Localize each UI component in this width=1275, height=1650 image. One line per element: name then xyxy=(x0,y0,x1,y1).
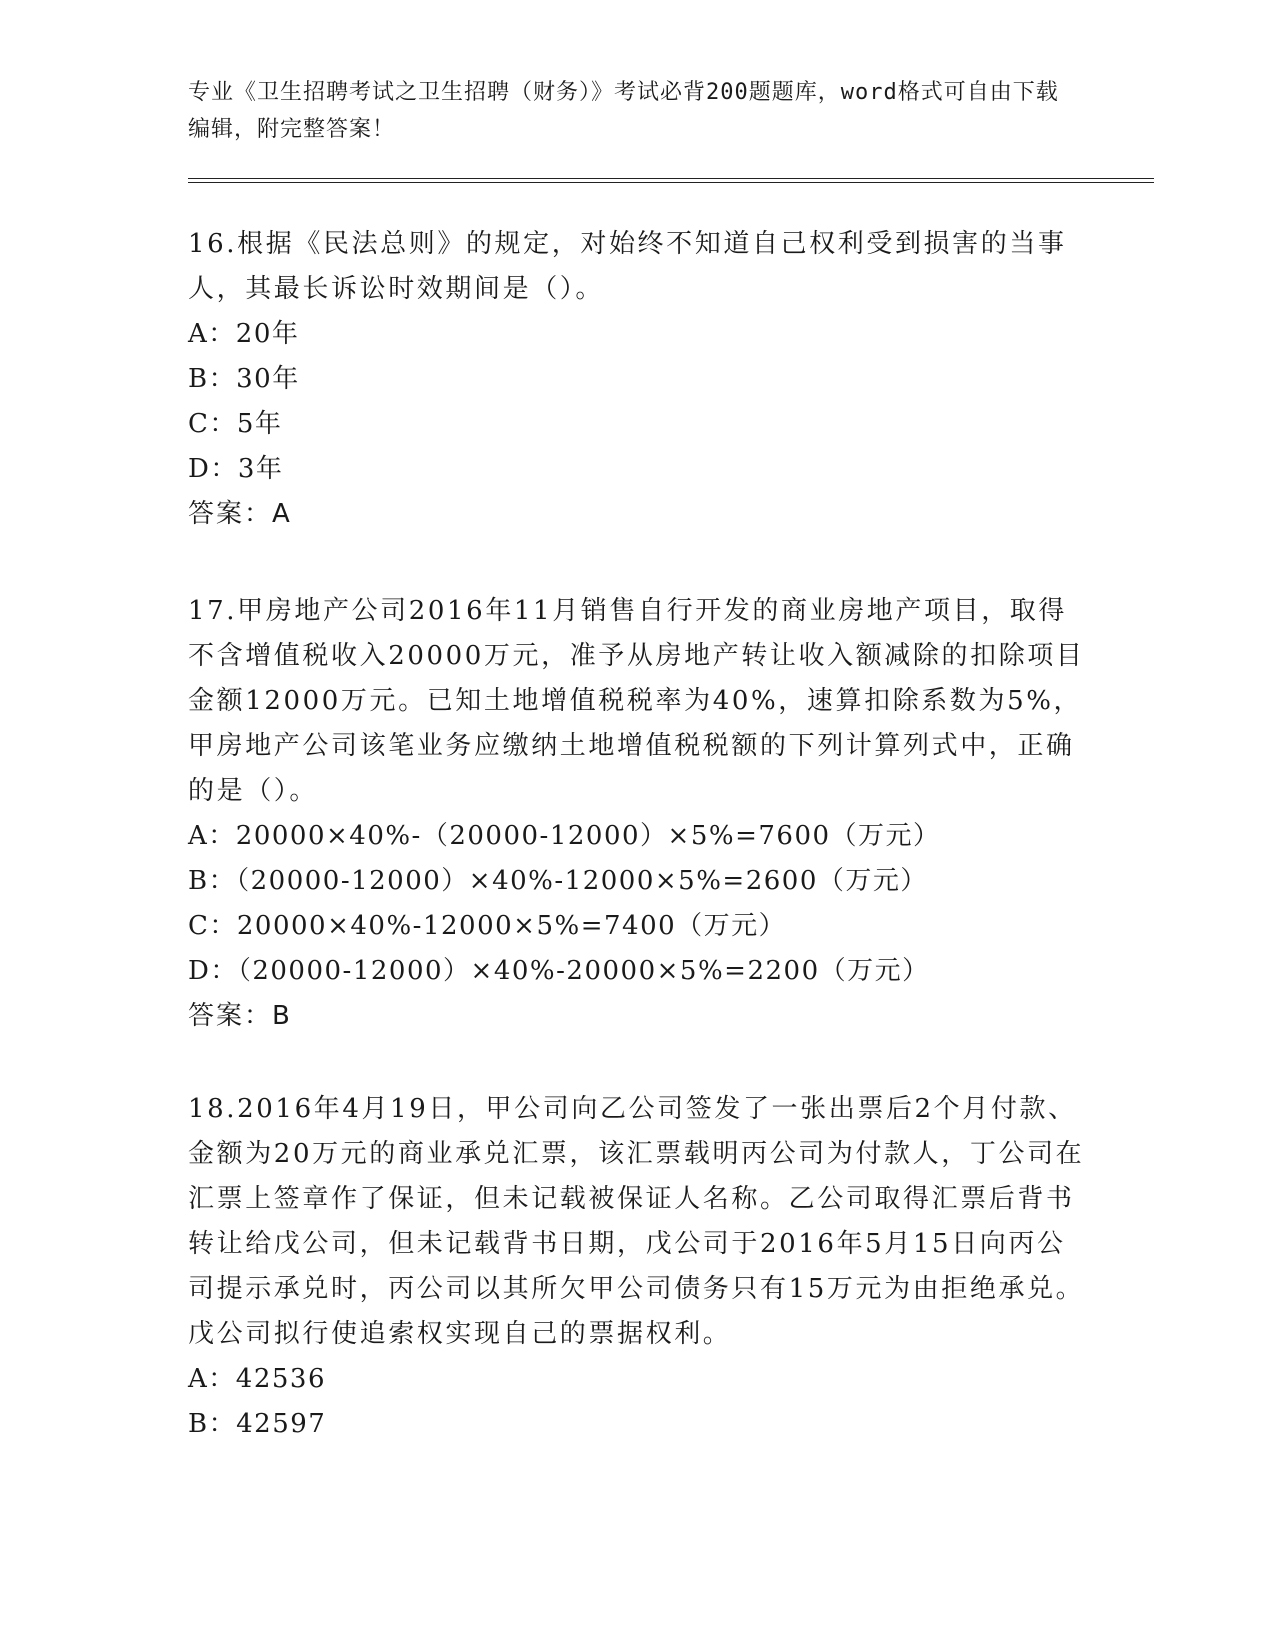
answer-line: 答案：B xyxy=(188,1001,292,1031)
question-stem: 16.根据《民法总则》的规定，对始终不知道自己权利受到损害的当事人，其最长诉讼时效期间是（）。 xyxy=(188,229,1067,304)
option-b: B：42597 xyxy=(188,1409,327,1439)
option-a: A：20000×40%-（20000-12000）×5%=7600（万元） xyxy=(188,821,941,851)
option-a: A：42536 xyxy=(188,1364,326,1394)
question-stem: 18.2016年4月19日，甲公司向乙公司签发了一张出票后2个月付款、金额为20万元的商业承兑汇票，该汇票载明丙公司为付款人，丁公司在汇票上签章作了保证，但未记载被保证人名称。乙公司取得汇票后背书转让给戊公司，但未记载背书日期，戊公司于2016年5月15日向丙公司提示承兑时，丙公司以其所欠甲公司债务只有15万元为由拒绝承兑。戊公司拟行使追索权实现自己的票据权利。 xyxy=(188,1094,1085,1349)
option-d: D：（20000-12000）×40%-20000×5%=2200（万元） xyxy=(188,956,930,986)
answer-line: 答案：A xyxy=(188,499,292,529)
option-c: C：5年 xyxy=(188,409,283,439)
option-b: B：30年 xyxy=(188,364,300,394)
question-16 xyxy=(188,222,1088,537)
option-a: A：20年 xyxy=(188,319,300,349)
question-17 xyxy=(188,589,1088,1039)
header-divider xyxy=(188,178,1154,183)
question-stem: 17.甲房地产公司2016年11月销售自行开发的商业房地产项目，取得不含增值税收入20000万元，准予从房地产转让收入额减除的扣除项目金额12000万元。已知土地增值税税率为40%，速算扣除系数为5%，甲房地产公司该笔业务应缴纳土地增值税税额的下列计算列式中，正确的是（）。 xyxy=(188,596,1085,806)
option-d: D：3年 xyxy=(188,454,284,484)
option-b: B：（20000-12000）×40%-12000×5%=2600（万元） xyxy=(188,866,928,896)
question-18 xyxy=(188,1087,1088,1447)
option-c: C：20000×40%-12000×5%=7400（万元） xyxy=(188,911,787,941)
document-header: 专业《卫生招聘考试之卫生招聘（财务）》考试必背200题题库，word格式可自由下载编辑，附完整答案！ xyxy=(188,80,1059,142)
